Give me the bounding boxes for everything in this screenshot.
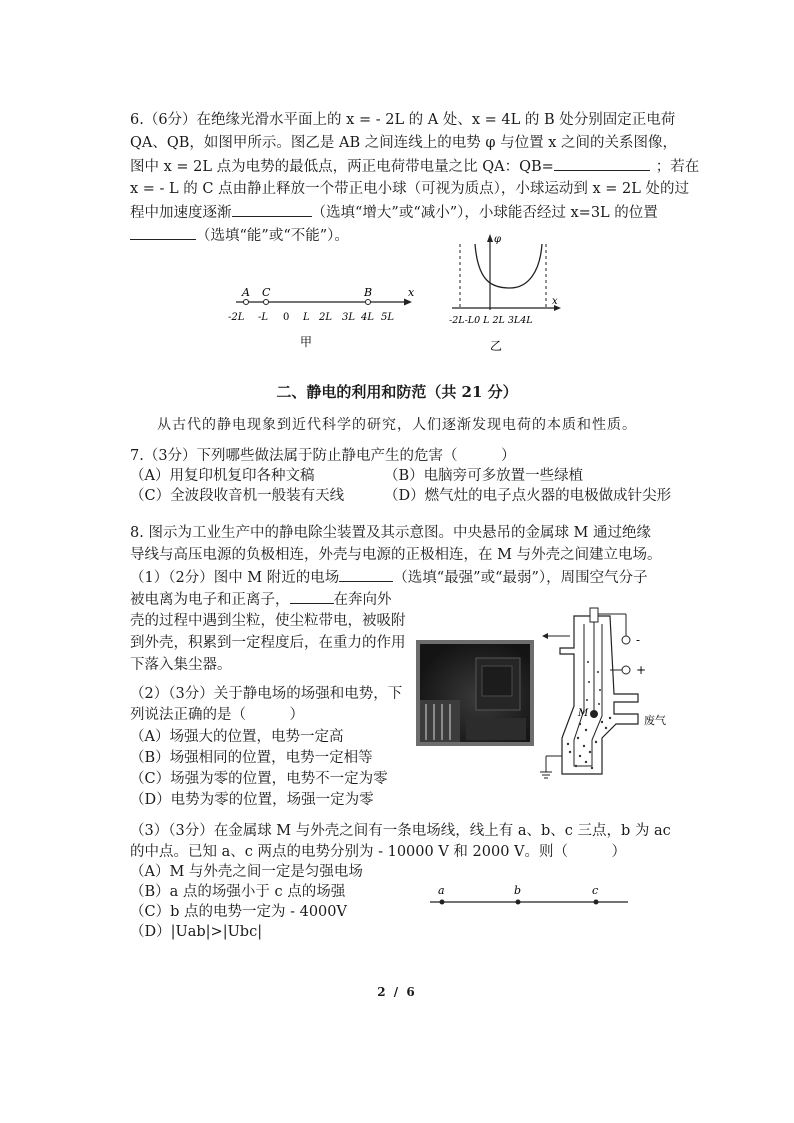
q6-line5-tail: （选填“增大”或“减小”），小球能否经过 x=3L 的位置: [311, 205, 658, 221]
jia-tick-ml: -L: [258, 312, 269, 323]
q6-line6-tail: （选填“能”或“不能”）。: [196, 228, 349, 244]
jia-tick-2l: 2L: [319, 312, 333, 323]
q6-line1: 6.（6分）在绝缘光滑水平面上的 x = - 2L 的 A 处、x = 4L 的 B 处分别固定正电荷: [130, 112, 676, 128]
q7-option-c[interactable]: （C）全波段收音机一般装有天线: [130, 488, 345, 504]
yi-ticks: -2L-L0 L 2L 3L4L: [449, 315, 533, 326]
q6-line2: QA、QB，如图甲所示。图乙是 AB 之间连线上的电势 φ 与位置 x 之间的关系图像，: [130, 135, 678, 151]
q8-p2-line1: （2）（3分）关于静电场的场强和电势，下: [130, 686, 403, 702]
q6-line6: [130, 225, 349, 246]
jia-point-a: [244, 300, 249, 305]
insulator: [590, 608, 598, 622]
q8-line2: 导线与高压电源的负极相连，外壳与电源的正极相连，在 M 与外壳之间建立电场。: [130, 547, 662, 563]
section2-title: 二、静电的利用和防范（共 21 分）: [276, 383, 518, 401]
q8-p2-line2: 列说法正确的是（ ）: [130, 707, 304, 723]
figure-jia: [222, 282, 422, 352]
q6-line4: x = - L 的 C 点由静止释放一个带正电小球（可视为质点），小球运动到 x = 2L 处的过: [130, 181, 689, 197]
ball-m: [590, 710, 598, 718]
q8-p2-option-c[interactable]: （C）场强为零的位置，电势不一定为零: [130, 771, 388, 787]
point-b-label: b: [514, 884, 522, 897]
q8-p1-line1-text: （1）（2分）图中 M 附近的电场: [130, 570, 340, 586]
point-a-label: a: [438, 884, 445, 897]
q8-p3-option-c[interactable]: （C）b 点的电势一定为 - 4000V: [130, 904, 347, 920]
q8-p2-option-b[interactable]: （B）场强相同的位置，电势一定相等: [130, 750, 373, 766]
q6-line5-text: 程中加速度逐渐: [130, 205, 232, 221]
q8-blank-particle[interactable]: [290, 589, 334, 604]
figure-yi: [448, 232, 568, 356]
jia-axis-label: x: [408, 286, 415, 299]
jia-point-b: [366, 300, 371, 305]
q8-p3-option-b[interactable]: （B）a 点的场强小于 c 点的场强: [130, 884, 346, 900]
yi-y-axis-arrow: [487, 234, 493, 242]
terminal-minus-label: -: [636, 633, 641, 647]
jia-caption: 甲: [300, 335, 313, 349]
jia-tick-5l: 5L: [381, 312, 395, 323]
dust-collector-photo: [416, 640, 534, 746]
q6-line3: [130, 156, 699, 177]
yi-potential-curve: [475, 244, 542, 288]
terminal-minus: [622, 636, 630, 644]
jia-tick-l: L: [303, 312, 310, 323]
point-a: [440, 900, 445, 905]
jia-label-c: C: [262, 286, 271, 299]
q8-p1-line2-tail: 在奔向外: [333, 592, 392, 608]
q8-p1-line1-tail: （选填“最强”或“最弱”），周围空气分子: [393, 570, 648, 586]
jia-tick-m2l: -2L: [228, 312, 245, 323]
yi-x-label: x: [552, 296, 558, 307]
jia-tick-0: 0: [283, 312, 290, 323]
q8-p3-line2: 的中点。已知 a、c 两点的电势分别为 - 10000 V 和 2000 V。则（ ）: [130, 844, 627, 860]
q7-option-b[interactable]: （B）电脑旁可多放置一些绿植: [384, 468, 584, 484]
q8-blank-field[interactable]: [339, 567, 393, 582]
q8-p1-line2: [130, 589, 392, 610]
outlet-arrow-head: [542, 633, 548, 639]
inner-wall: [574, 624, 602, 766]
q7-stem: 7.（3分）下列哪些做法属于防止静电产生的危害（ ）: [130, 448, 516, 464]
q8-p3-line1: （3）（3分）在金属球 M 与外壳之间有一条电场线，线上有 a、b、c 三点，b 为 ac: [130, 823, 671, 839]
page-number: 2 / 6: [377, 985, 417, 999]
q6-blank-ratio[interactable]: [554, 156, 650, 171]
yi-y-label: φ: [494, 234, 502, 245]
q8-line1: 8. 图示为工业生产中的静电除尘装置及其示意图。中央悬吊的金属球 M 通过绝缘: [130, 525, 652, 541]
point-c: [594, 900, 599, 905]
jia-tick-4l: 4L: [361, 312, 375, 323]
jia-label-a: A: [242, 286, 250, 299]
q6-blank-pass[interactable]: [130, 225, 196, 240]
q8-p1-line3: 壳的过程中遇到尘粒，使尘粒带电，被吸附: [130, 613, 406, 629]
precipitator-diagram: [540, 606, 690, 784]
q8-p3-option-d[interactable]: （D）|Uab|>|Ubc|: [130, 924, 263, 940]
jia-tick-3l: 3L: [342, 312, 356, 323]
q6-line5: [130, 202, 658, 223]
terminal-plus: [622, 666, 630, 674]
terminal-plus-label: +: [636, 663, 647, 677]
q6-line3-tail: ；若在: [655, 159, 700, 175]
q6-blank-acceleration[interactable]: [232, 202, 312, 217]
jia-point-c: [264, 300, 269, 305]
q7-option-a[interactable]: （A）用复印机复印各种文稿: [130, 468, 315, 484]
exhaust-label: 废气: [644, 714, 666, 727]
yi-caption: 乙: [490, 339, 503, 353]
jia-label-b: B: [364, 286, 373, 299]
field-line-diagram: [424, 882, 634, 912]
q8-p1-line4: 到外壳，积累到一定程度后，在重力的作用: [130, 635, 406, 651]
point-b: [516, 900, 521, 905]
q8-p2-option-d[interactable]: （D）电势为零的位置，场强一定为零: [130, 792, 374, 808]
jia-axis-arrow: [404, 299, 412, 306]
q8-p1-line1: [130, 567, 648, 588]
point-c-label: c: [592, 884, 599, 897]
q8-p3-option-a[interactable]: （A）M 与外壳之间一定是匀强电场: [130, 864, 363, 880]
ball-m-label: M: [578, 708, 589, 719]
q7-option-d[interactable]: （D）燃气灶的电子点火器的电极做成针尖形: [384, 488, 672, 504]
q6-line3-text: 图中 x = 2L 点为电势的最低点，两正电荷带电量之比 QA：QB=: [130, 159, 554, 175]
q8-p1-line5: 下落入集尘器。: [130, 657, 232, 673]
section2-intro: 从古代的静电现象到近代科学的研究，人们逐渐发现电荷的本质和性质。: [157, 417, 637, 433]
q8-p1-line2-text: 被电离为电子和正离子，: [130, 592, 290, 608]
q8-p2-option-a[interactable]: （A）场强大的位置，电势一定高: [130, 729, 344, 745]
